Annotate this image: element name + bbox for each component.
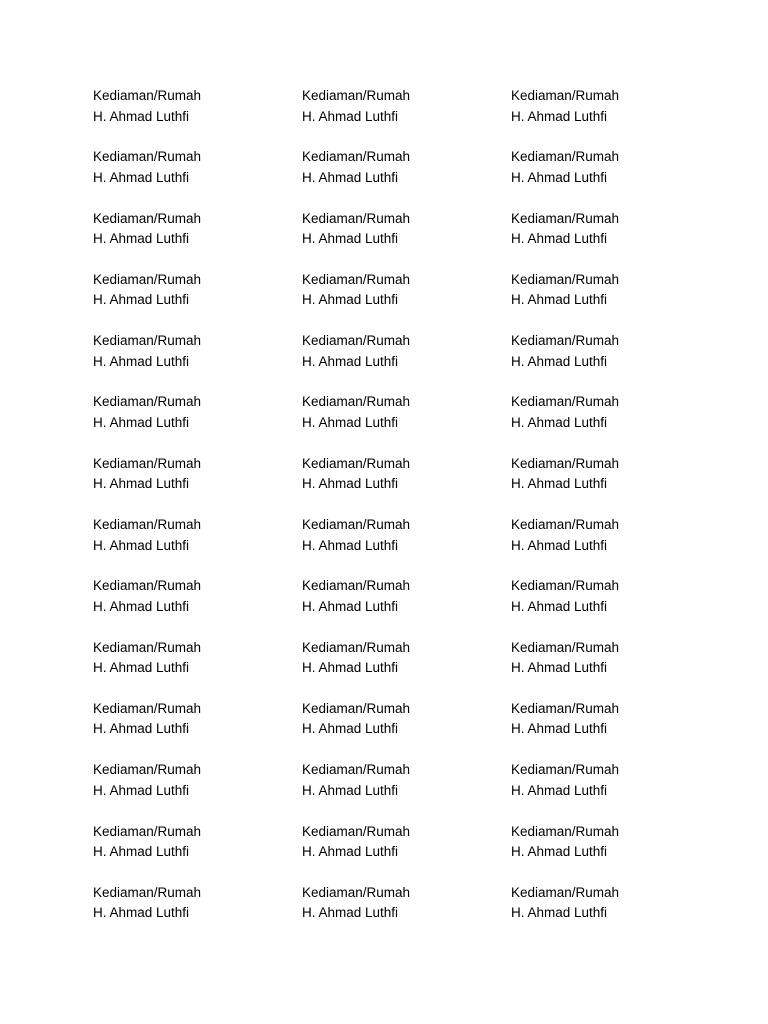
address-label [302, 883, 511, 944]
address-label [93, 638, 302, 699]
label-location-text: Kediaman/Rumah [302, 210, 411, 226]
address-label [511, 638, 693, 699]
label-location-text: Kediaman/Rumah [511, 210, 620, 226]
label-location-text: Kediaman/Rumah [93, 149, 202, 165]
label-location-text: Kediaman/Rumah [511, 517, 620, 533]
label-recipient-name: H. Ahmad Luthfi [511, 108, 608, 124]
label-recipient-name: H. Ahmad Luthfi [511, 537, 608, 553]
address-label [93, 883, 302, 944]
address-label [302, 147, 511, 208]
label-recipient-name: H. Ahmad Luthfi [511, 782, 608, 798]
label-location-text: Kediaman/Rumah [511, 271, 620, 287]
label-location-text: Kediaman/Rumah [302, 333, 411, 349]
address-label [511, 270, 693, 331]
label-location-text: Kediaman/Rumah [302, 88, 411, 103]
label-recipient-name: H. Ahmad Luthfi [511, 231, 608, 247]
address-label [93, 515, 302, 576]
address-label [93, 86, 302, 147]
address-label [511, 86, 693, 147]
address-label [93, 454, 302, 515]
label-location-text: Kediaman/Rumah [93, 517, 202, 533]
address-label [511, 454, 693, 515]
address-label [93, 576, 302, 637]
label-recipient-name: H. Ahmad Luthfi [93, 292, 190, 308]
label-recipient-name: H. Ahmad Luthfi [511, 905, 608, 921]
label-recipient-name: H. Ahmad Luthfi [302, 231, 399, 247]
label-location-text: Kediaman/Rumah [302, 149, 411, 165]
address-label [511, 331, 693, 392]
label-recipient-name: H. Ahmad Luthfi [302, 414, 399, 430]
address-label [302, 822, 511, 883]
label-recipient-name: H. Ahmad Luthfi [93, 660, 190, 676]
label-location-text: Kediaman/Rumah [93, 823, 202, 839]
address-label [93, 209, 302, 270]
label-recipient-name: H. Ahmad Luthfi [511, 353, 608, 369]
label-location-text: Kediaman/Rumah [511, 884, 620, 900]
label-location-text: Kediaman/Rumah [511, 88, 620, 103]
label-location-text: Kediaman/Rumah [302, 578, 411, 594]
label-location-text: Kediaman/Rumah [93, 271, 202, 287]
address-label [302, 331, 511, 392]
label-recipient-name: H. Ahmad Luthfi [93, 598, 190, 614]
label-recipient-name: H. Ahmad Luthfi [302, 844, 399, 860]
address-label [302, 270, 511, 331]
label-location-text: Kediaman/Rumah [302, 823, 411, 839]
address-label [93, 392, 302, 453]
label-location-text: Kediaman/Rumah [302, 455, 411, 471]
label-recipient-name: H. Ahmad Luthfi [302, 905, 399, 921]
label-recipient-name: H. Ahmad Luthfi [93, 844, 190, 860]
label-recipient-name: H. Ahmad Luthfi [302, 782, 399, 798]
label-location-text: Kediaman/Rumah [93, 639, 202, 655]
address-label [511, 392, 693, 453]
address-label [511, 209, 693, 270]
address-label [302, 515, 511, 576]
label-recipient-name: H. Ahmad Luthfi [511, 660, 608, 676]
label-location-text: Kediaman/Rumah [511, 578, 620, 594]
label-recipient-name: H. Ahmad Luthfi [93, 476, 190, 492]
label-recipient-name: H. Ahmad Luthfi [93, 537, 190, 553]
label-recipient-name: H. Ahmad Luthfi [302, 660, 399, 676]
label-grid [93, 86, 693, 944]
label-location-text: Kediaman/Rumah [93, 762, 202, 778]
label-recipient-name: H. Ahmad Luthfi [302, 169, 399, 185]
label-recipient-name: H. Ahmad Luthfi [302, 537, 399, 553]
label-location-text: Kediaman/Rumah [302, 517, 411, 533]
label-location-text: Kediaman/Rumah [511, 333, 620, 349]
address-label [93, 331, 302, 392]
label-location-text: Kediaman/Rumah [93, 210, 202, 226]
label-location-text: Kediaman/Rumah [302, 639, 411, 655]
address-label [302, 209, 511, 270]
label-location-text: Kediaman/Rumah [511, 762, 620, 778]
label-recipient-name: H. Ahmad Luthfi [302, 476, 399, 492]
label-recipient-name: H. Ahmad Luthfi [93, 905, 190, 921]
label-recipient-name: H. Ahmad Luthfi [93, 169, 190, 185]
label-location-text: Kediaman/Rumah [93, 578, 202, 594]
label-location-text: Kediaman/Rumah [511, 700, 620, 716]
address-label [93, 147, 302, 208]
label-location-text: Kediaman/Rumah [93, 884, 202, 900]
label-location-text: Kediaman/Rumah [93, 455, 202, 471]
label-location-text: Kediaman/Rumah [302, 762, 411, 778]
label-recipient-name: H. Ahmad Luthfi [93, 108, 190, 124]
label-location-text: Kediaman/Rumah [93, 333, 202, 349]
address-label [93, 699, 302, 760]
label-location-text: Kediaman/Rumah [302, 700, 411, 716]
label-location-text: Kediaman/Rumah [511, 455, 620, 471]
label-recipient-name: H. Ahmad Luthfi [511, 292, 608, 308]
label-recipient-name: H. Ahmad Luthfi [511, 598, 608, 614]
label-recipient-name: H. Ahmad Luthfi [93, 353, 190, 369]
address-label [302, 454, 511, 515]
label-recipient-name: H. Ahmad Luthfi [93, 231, 190, 247]
label-location-text: Kediaman/Rumah [302, 884, 411, 900]
label-recipient-name: H. Ahmad Luthfi [93, 721, 190, 737]
label-recipient-name: H. Ahmad Luthfi [93, 414, 190, 430]
label-recipient-name: H. Ahmad Luthfi [511, 414, 608, 430]
label-recipient-name: H. Ahmad Luthfi [302, 353, 399, 369]
label-location-text: Kediaman/Rumah [511, 149, 620, 165]
address-label [93, 822, 302, 883]
address-label [302, 576, 511, 637]
address-label [511, 515, 693, 576]
address-label [302, 86, 511, 147]
address-label [511, 576, 693, 637]
address-label [93, 270, 302, 331]
address-label [302, 638, 511, 699]
label-recipient-name: H. Ahmad Luthfi [511, 844, 608, 860]
label-recipient-name: H. Ahmad Luthfi [511, 169, 608, 185]
label-location-text: Kediaman/Rumah [511, 823, 620, 839]
address-label [511, 699, 693, 760]
address-label [511, 760, 693, 821]
label-recipient-name: H. Ahmad Luthfi [511, 476, 608, 492]
address-label [511, 147, 693, 208]
address-label [511, 883, 693, 944]
label-location-text: Kediaman/Rumah [93, 88, 202, 103]
label-recipient-name: H. Ahmad Luthfi [302, 721, 399, 737]
label-recipient-name: H. Ahmad Luthfi [93, 782, 190, 798]
address-label [511, 822, 693, 883]
label-recipient-name: H. Ahmad Luthfi [302, 598, 399, 614]
label-location-text: Kediaman/Rumah [511, 639, 620, 655]
label-location-text: Kediaman/Rumah [302, 271, 411, 287]
label-recipient-name: H. Ahmad Luthfi [302, 292, 399, 308]
label-location-text: Kediaman/Rumah [302, 394, 411, 410]
address-label [93, 760, 302, 821]
label-location-text: Kediaman/Rumah [511, 394, 620, 410]
address-label [302, 392, 511, 453]
label-recipient-name: H. Ahmad Luthfi [511, 721, 608, 737]
address-label [302, 699, 511, 760]
address-label [302, 760, 511, 821]
label-location-text: Kediaman/Rumah [93, 394, 202, 410]
label-recipient-name: H. Ahmad Luthfi [302, 108, 399, 124]
label-location-text: Kediaman/Rumah [93, 700, 202, 716]
